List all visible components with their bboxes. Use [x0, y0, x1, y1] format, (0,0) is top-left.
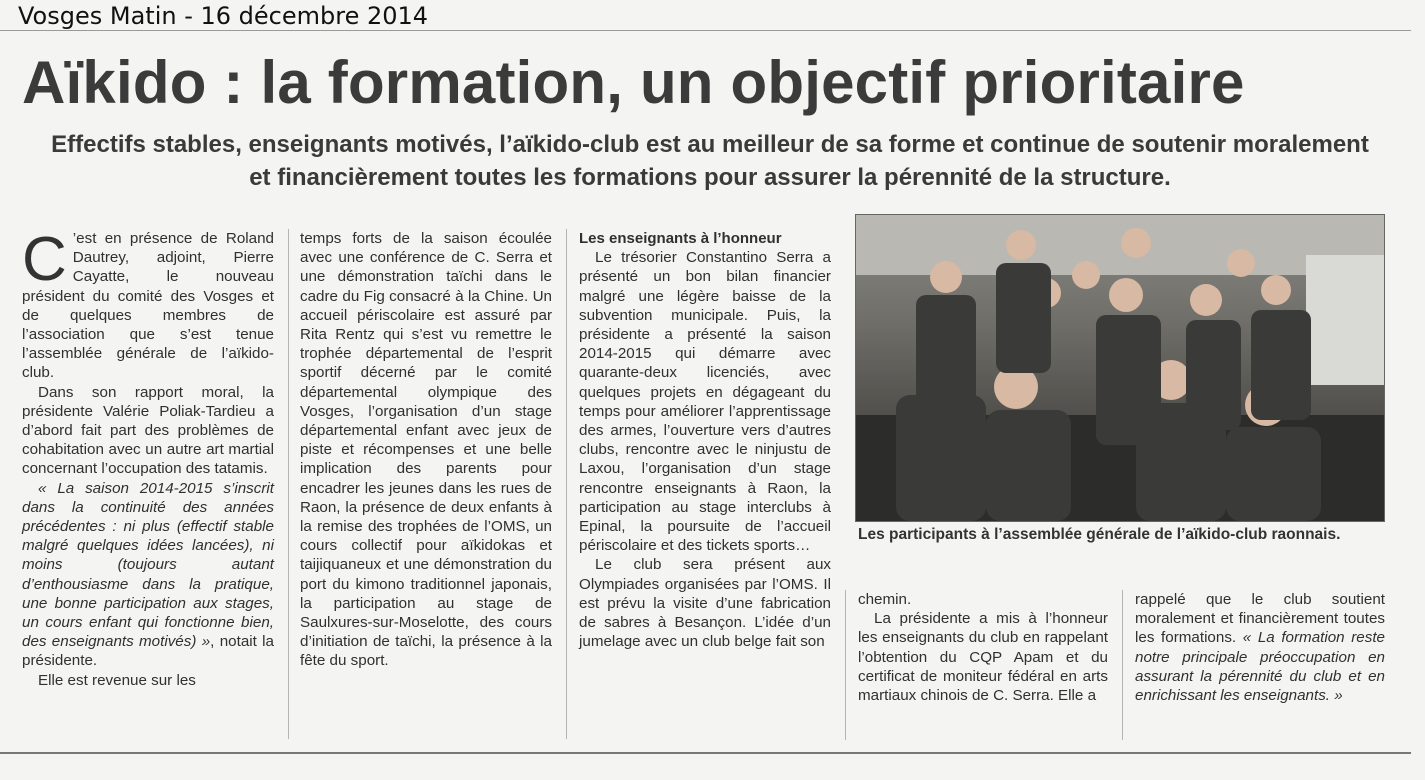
group-photo [855, 214, 1385, 522]
column-divider [566, 229, 567, 739]
paragraph: Dans son rapport moral, la présidente Valérie Poliak-Tardieu a d’abord fait part des problèmes de cohabitation avec un autre art martial concernant l’occupation des tatamis. [22, 383, 274, 478]
drop-cap: C [22, 225, 67, 294]
article-column-2 [300, 229, 552, 671]
column-divider [845, 590, 846, 740]
photo-caption: Les participants à l’assemblée générale de l’aïkido-club raonnais. [858, 526, 1341, 543]
article-column-4 [858, 590, 1108, 705]
bottom-divider [0, 752, 1411, 754]
paragraph: temps forts de la saison écoulée avec une conférence de C. Serra et une démonstration taïchi dans le cadre du Fig consacré à la Chine. Un accueil périscolaire est assuré par Rita Rentz qui s’est vu remettre le trophée départemental de l’esprit sportif décerné par le comité départemental olympique des Vosges, l’organisation d’un stage départemental enfant avec jeux de piste et récompenses et une belle implication des parents pour encadrer les jeunes dans les rues de Raon, la présence de deux enfants à la remise des trophées de l’OMS, un cours collectif pour aïkidokas et taijiquaneux et une démonstration du port du kimono traditionnel japonais, la participation au stage de Saulxures-sur-Moselotte, des cours d’initiation de taïchi, la présence à la fête du sport. [300, 230, 552, 670]
quote: « La formation reste notre principale préoccupation en assurant la pérennité du club et en enrichissant les enseignants. » [1135, 629, 1385, 705]
paragraph: Le trésorier Constantino Serra a présenté un bon bilan financier malgré une légère baisse de la subvention municipale. Puis, la présidente a présenté la saison 2014-2015 qui démarre avec quarante-deux licenciés, avec quelques projets en dégageant du temps pour améliorer l’apprentissage des armes, l’ouverture vers d’autres clubs, rencontre avec le ninjustu de Laxou, l’organisation d’un stage rencontre enseignants à Raon, la participation au stage interclubs à Epinal, la poursuite de l’accueil périscolaire et des tickets sports… [579, 249, 831, 555]
column-divider [288, 229, 289, 739]
paragraph: « La saison 2014-2015 s’inscrit dans la continuité des années précédentes : ni plus (effectif stable malgré quelques idées lancées), ni moins (toujours autant d’enthousiasme dans la pratique, une bonne participation aux stages, un cours enfant qui fonctionne bien, des enseignants motivés) », notait la présidente. [22, 479, 274, 670]
article-lead: Effectifs stables, enseignants motivés, l’aïkido-club est au meilleur de sa forme et continue de soutenir moralement et financièrement toutes les formations pour assurer la pérennité de la structure. [51, 131, 1369, 191]
top-divider [0, 30, 1411, 31]
paragraph: La présidente a mis à l’honneur les enseignants du club en rappelant l’obtention du CQP Apam et du certificat de moniteur fédéral en arts martiaux chinois de C. Serra. Elle a [858, 610, 1108, 705]
section-subhead: Les enseignants à l’honneur [579, 230, 782, 247]
paragraph: Le club sera présent aux Olympiades organisées par l’OMS. Il est prévu la visite d’une fabrication de sabres à Besançon. L’idée d’un jumelage avec un club belge fait son [579, 556, 831, 651]
paragraph: Elle est revenue sur les [38, 671, 196, 689]
column-divider [1122, 590, 1123, 740]
article-column-1 [22, 225, 274, 690]
group-photo-illustration [856, 215, 1384, 521]
quote: « La saison 2014-2015 s’inscrit dans la continuité des années précédentes : ni plus (effectif stable malgré quelques idées lancées), ni moins (toujours autant d’enthousiasme dans la pratique, une bonne participation aux stages, un cours enfant qui fonctionne bien, des enseignants motivés) » [22, 479, 274, 651]
article-title: Aïkido : la formation, un objectif prioritaire [22, 49, 1245, 116]
paragraph: rappelé que le club soutient moralement et financièrement toutes les formations. « La formation reste notre principale préoccupation en assurant la pérennité du club et en enrichissant les enseignants. » [1135, 591, 1385, 705]
article-column-5 [1135, 590, 1385, 705]
paragraph: chemin. [858, 591, 912, 608]
article-column-3 [579, 229, 831, 651]
source-label: Vosges Matin - 16 décembre 2014 [18, 2, 429, 30]
paragraph: C ’est en présence de Roland Dautrey, adjoint, Pierre Cayatte, le nouveau président du comité des Vosges et de quelques membres de l’association que s’est tenue l’assemblée générale de l’aïkido-club. [22, 225, 274, 382]
